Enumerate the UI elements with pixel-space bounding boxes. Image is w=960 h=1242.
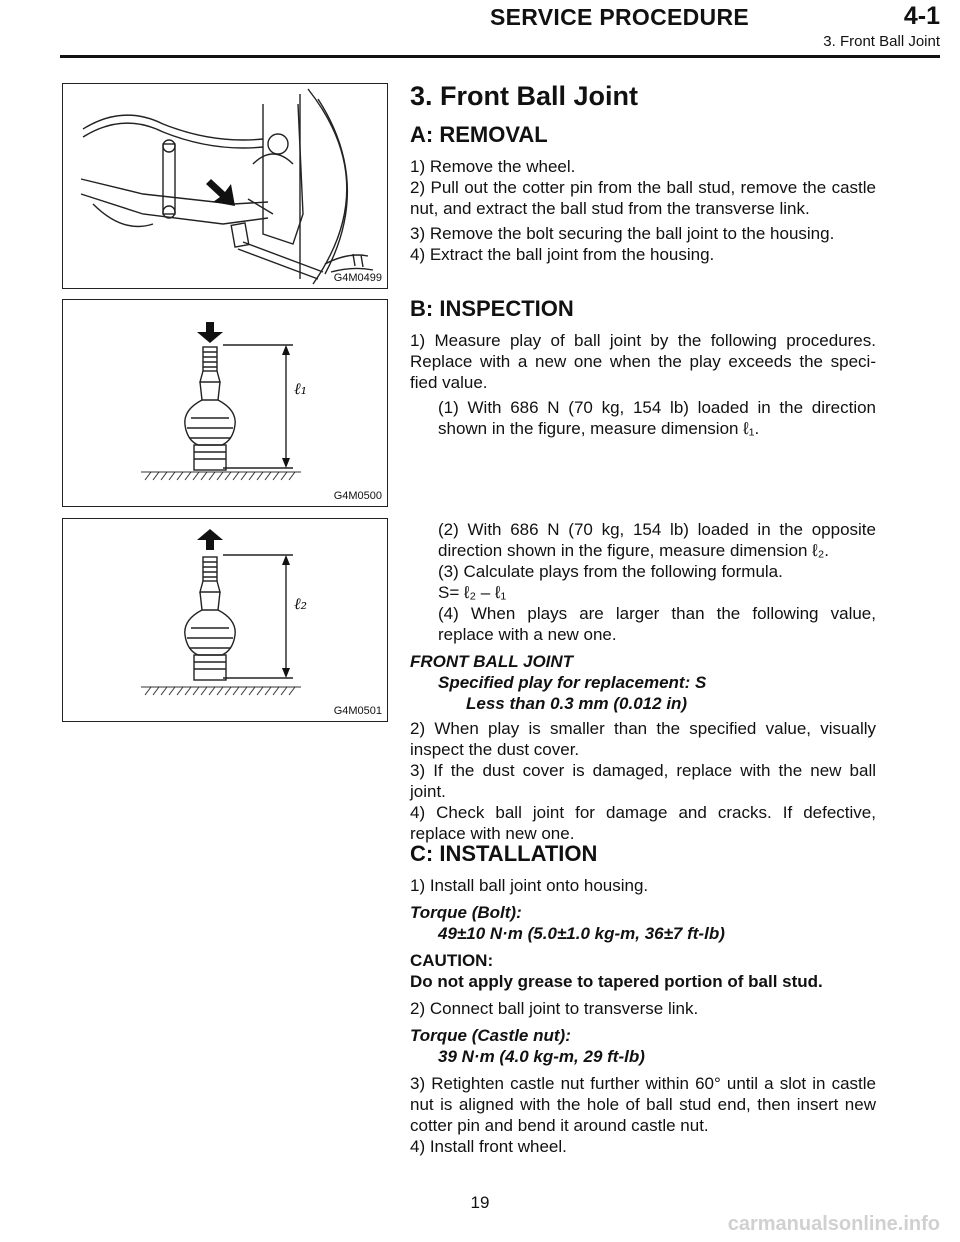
dimension-label-l2: ℓ₂ — [294, 594, 308, 613]
ball-joint-up-drawing — [63, 519, 387, 721]
figure-caption: G4M0501 — [333, 705, 382, 717]
inspection-step: 4) Check ball joint for damage and cracks. If defective, replace with new one. — [410, 803, 876, 843]
inspection-substep: (4) When plays are larger than the following value, replace with a new one. — [438, 604, 876, 644]
inspection-substep: (2) With 686 N (70 kg, 154 lb) loaded in the opposite direction shown in the figure, measure dimension ℓ₂. — [438, 520, 876, 560]
watermark: carmanualsonline.info — [727, 1213, 940, 1235]
removal-step: 1) Remove the wheel. — [410, 157, 576, 176]
inspection-continued-column — [410, 519, 876, 844]
removal-step: 2) Pull out the cotter pin from the ball stud, remove the castle nut, and extract the ball stud from the transverse link. — [410, 178, 876, 218]
spec-value: Less than 0.3 mm (0.012 in) — [466, 694, 688, 713]
removal-heading: A: REMOVAL — [410, 122, 548, 147]
torque-value: 39 N·m (4.0 kg-m, 29 ft-lb) — [438, 1047, 645, 1066]
content-column — [410, 80, 876, 265]
removal-step: 3) Remove the bolt securing the ball joint to the housing. — [410, 224, 835, 243]
installation-step: 4) Install front wheel. — [410, 1137, 567, 1156]
inspection-substep: (1) With 686 N (70 kg, 154 lb) loaded in the direction shown in the figure, measure dimension ℓ₁. — [438, 398, 876, 438]
installation-step: 2) Connect ball joint to transverse link. — [410, 999, 699, 1018]
spec-title: FRONT BALL JOINT — [410, 652, 574, 671]
figure-play-measure-up — [62, 518, 388, 722]
figure-caption: G4M0499 — [333, 272, 382, 284]
header-subtitle: 3. Front Ball Joint — [823, 33, 940, 50]
section-title: 3. Front Ball Joint — [410, 81, 639, 111]
figure-removal-illustration — [62, 83, 388, 289]
figure-play-measure-down — [62, 299, 388, 507]
page-number: 19 — [470, 1193, 490, 1212]
header-title: SERVICE PROCEDURE — [490, 4, 750, 30]
header-section-number: 4-1 — [903, 2, 940, 30]
dimension-label-l1: ℓ₁ — [294, 379, 308, 398]
inspection-step: 1) Measure play of ball joint by the following procedures. Replace with a new one when the play exceeds the speci- fied value. — [410, 331, 876, 392]
caution-label: CAUTION: — [410, 951, 494, 970]
inspection-heading: B: INSPECTION — [410, 296, 574, 321]
inspection-substep: (3) Calculate plays from the following formula. — [438, 562, 783, 581]
torque-value: 49±10 N·m (5.0±1.0 kg-m, 36±7 ft-lb) — [438, 924, 725, 943]
inspection-step: 3) If the dust cover is damaged, replace with the new ball joint. — [410, 761, 876, 801]
spec-label: Specified play for replacement: S — [438, 673, 707, 692]
figure-caption: G4M0500 — [333, 490, 382, 502]
torque-label: Torque (Castle nut): — [410, 1026, 571, 1045]
installation-column — [410, 841, 876, 1157]
ball-joint-down-drawing — [63, 300, 387, 506]
removal-drawing — [63, 84, 387, 288]
installation-step: 1) Install ball joint onto housing. — [410, 876, 649, 895]
installation-heading: C: INSTALLATION — [410, 841, 598, 866]
installation-step: 3) Retighten castle nut further within 60° until a slot in castle nut is aligned with the hole of ball stud end, then insert new cotter pin and bend it around castle nut. — [410, 1074, 876, 1135]
removal-step: 4) Extract the ball joint from the housing. — [410, 245, 715, 264]
torque-label: Torque (Bolt): — [410, 903, 522, 922]
play-formula: S= ℓ₂ – ℓ₁ — [438, 583, 507, 602]
caution-text: Do not apply grease to tapered portion of ball stud. — [410, 972, 823, 991]
inspection-step: 2) When play is smaller than the specified value, visually inspect the dust cover. — [410, 719, 876, 759]
inspection-column — [410, 296, 876, 439]
header-rule — [60, 55, 940, 58]
